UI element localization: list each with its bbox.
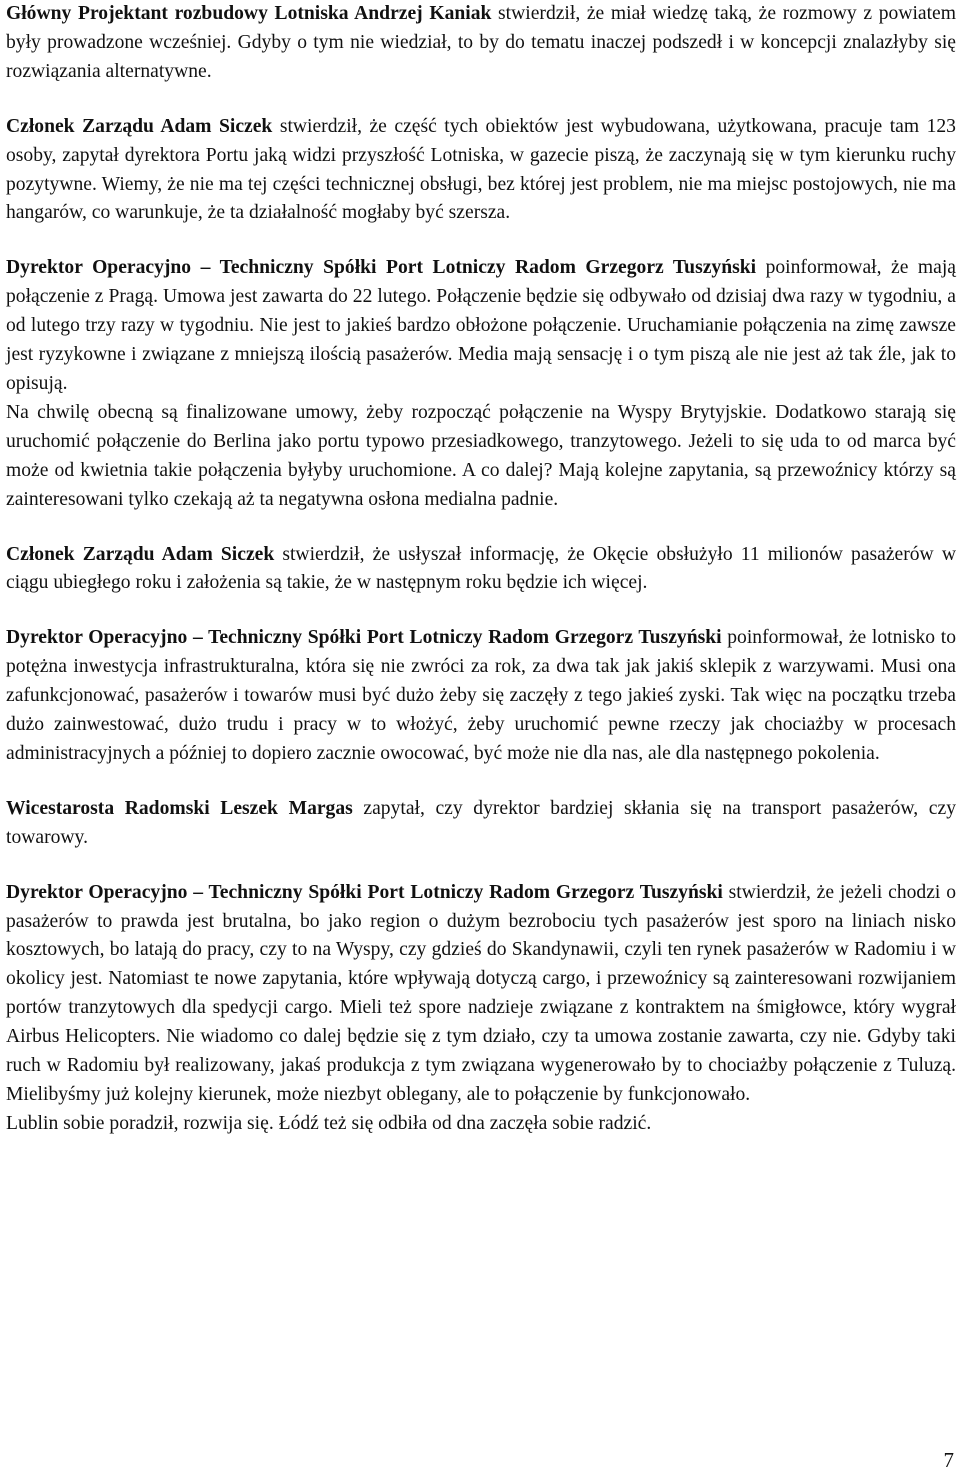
paragraph-text: poinformował, że mają połączenie z Pragą. Umowa jest zawarta do 22 lutego. Połączenie będzie się odbywało od dzisiaj dwa razy w tygodniu, a od lutego trzy razy w tygodniu. Nie jest to jakieś bardzo obłożone połączenie. Uruchamianie połączenia na zimę zawsze jest ryzykowne i związane z mniejszą ilością pasażerów. Media mają sensację i o tym piszą ale nie jest aż tak źle, jak to opisują. bbox=[6, 257, 956, 394]
speaker-name: Członek Zarządu Adam Siczek bbox=[6, 115, 273, 137]
document-page bbox=[6, 0, 956, 1139]
page-number: 7 bbox=[943, 1448, 954, 1472]
paragraph-text: Na chwilę obecną są finalizowane umowy, żeby rozpocząć połączenie na Wyspy Brytyjskie. Dodatkowo starają się uruchomić połączenie do Berlina jako portu typowo przesiadkowego, tranzytowego. Jeżeli to się uda to od marca być może od kwietnia takie połączenia byłyby uruchomione. A co dalej? Mają kolejne zapytania, są przewoźnicy którzy są zainteresowani tylko czekają aż ta negatywna osłona medialna padnie. bbox=[6, 401, 956, 510]
paragraph-text: stwierdził, że jeżeli chodzi o pasażerów to prawda jest brutalna, bo jako region o dużym bezrobociu tych pasażerów jest sporo na liniach nisko kosztowych, bo latają do pracy, czy to na Wyspy, czy gdzieś do Skandynawii, czyli ten rynek pasażerów w Radomiu i w okolicy jest. Natomiast te nowe zapytania, które wpływają dotyczą cargo, i przewoźnicy są zainteresowani rozwijaniem portów tranzytowych dla spedycji cargo. Mieli też spore nadzieje związane z kontraktem na śmigłowce, który wygrał Airbus Helicopters. Nie wiadomo co dalej będzie się z tym działo, czy ta umowa zostanie zawarta, czy nie. Gdyby taki ruch w Radomiu był realizowany, jakaś produkcja z tym związana wygenerowało by to chociażby połączenie z Tuluzą. Mielibyśmy już kolejny kierunek, może niezbyt oblegany, ale to połączenie by funkcjonowało. bbox=[6, 881, 956, 1105]
paragraph-margas bbox=[6, 795, 956, 853]
speaker-name: Wicestarosta Radomski Leszek Margas bbox=[6, 797, 353, 819]
paragraph-connections bbox=[6, 399, 956, 515]
paragraph-siczek-2 bbox=[6, 541, 956, 599]
speaker-name: Członek Zarządu Adam Siczek bbox=[6, 543, 275, 565]
paragraph-text: Lublin sobie poradził, rozwija się. Łódź też się odbiła od dna zaczęła sobie radzić. bbox=[6, 1112, 652, 1134]
paragraph-text: stwierdził, że usłyszał informację, że Okęcie obsłużyło 11 milionów pasażerów w ciągu ubiegłego roku i założenia są takie, że w następnym roku będzie ich więcej. bbox=[6, 543, 956, 594]
paragraph-text: stwierdził, że miał wiedzę taką, że rozmowy z powiatem były prowadzone wcześniej. Gdyby o tym nie wiedział, to by do tematu inaczej podszedł i w koncepcji znalazłyby się rozwiązania alternatywne. bbox=[6, 3, 956, 82]
paragraph-text: poinformował, że lotnisko to potężna inwestycja infrastrukturalna, która się nie zwróci za rok, za dwa tak jak jakiś sklepik z warzywami. Musi ona zafunkcjonować, pasażerów i towarów musi być dużo żeby się zaczęły z tego jakieś zyski. Tak więc na początku trzeba dużo zainwestować, dużo trudu i pracy w to włożyć, żeby uruchomić pewne rzeczy jak chociażby w procesach administracyjnych a później to dopiero zacznie owocować, być może nie dla nas, ale dla następnego pokolenia. bbox=[6, 627, 956, 764]
paragraph-tuszynski-1 bbox=[6, 254, 956, 399]
paragraph-kaniak bbox=[6, 0, 956, 87]
speaker-name: Dyrektor Operacyjno – Techniczny Spółki Port Lotniczy Radom Grzegorz Tuszyński bbox=[6, 257, 757, 279]
speaker-name: Dyrektor Operacyjno – Techniczny Spółki Port Lotniczy Radom Grzegorz Tuszyński bbox=[6, 627, 722, 649]
speaker-name: Dyrektor Operacyjno – Techniczny Spółki Port Lotniczy Radom Grzegorz Tuszyński bbox=[6, 881, 723, 903]
paragraph-tuszynski-3 bbox=[6, 879, 956, 1110]
paragraph-tuszynski-2 bbox=[6, 624, 956, 769]
speaker-name: Główny Projektant rozbudowy Lotniska Andrzej Kaniak bbox=[6, 3, 492, 24]
paragraph-siczek-1 bbox=[6, 113, 956, 229]
paragraph-lublin bbox=[6, 1110, 956, 1139]
paragraph-text: stwierdził, że część tych obiektów jest wybudowana, użytkowana, pracuje tam 123 osoby, zapytał dyrektora Portu jaką widzi przyszłość Lotniska, w gazecie piszą, że zaczynają się w tym kierunku ruchy pozytywne. Wiemy, że nie ma tej części technicznej obsługi, bez której jest problem, nie ma miejsc postojowych, nie ma hangarów, co warunkuje, że ta działalność mogłaby być szersza. bbox=[6, 115, 956, 224]
paragraph-text: zapytał, czy dyrektor bardziej skłania się na transport pasażerów, czy towarowy. bbox=[6, 797, 956, 848]
